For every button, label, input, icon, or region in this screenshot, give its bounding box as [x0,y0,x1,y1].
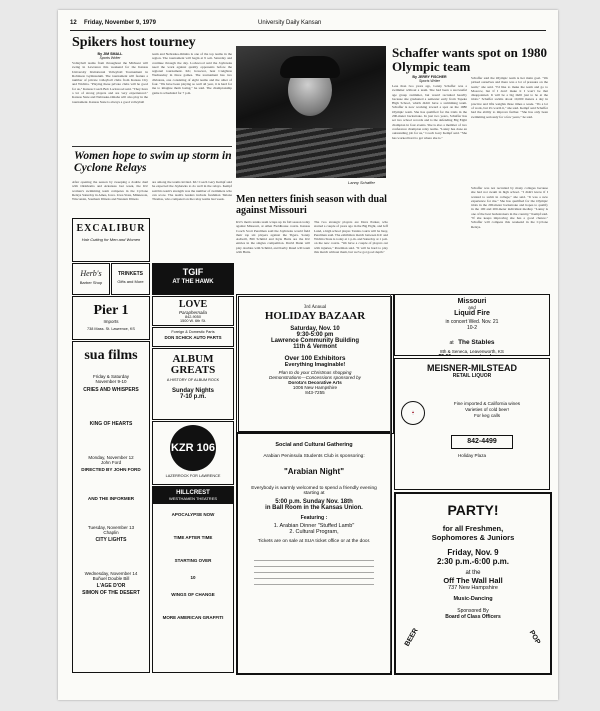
wine-glass-icon: 🍷 [401,401,425,425]
auto-parts-line1: Foreign & Domestic Parts [171,330,215,334]
bazaar-plan: Plan to do your Christmas shopping [278,370,352,375]
divider [72,146,232,147]
movie-5: WINGS OF CHANGE [171,592,215,597]
party-ad [394,492,552,675]
movie-6: MORE AMERICAN GRAFFITI [162,615,224,620]
party-sponsored: Sponsored By [457,608,489,614]
schaffer-col3: Schaffer was not recruited by many colleges because she had not swum in high school. "I didn't know if I wanted to swim in college," she said. "It was a new experience for me." She has qualified for the Olympic trials in the 200-meter backstroke and hopes to qualify in the 100 and 200-meter individual medley. "Lanny is one of the best backstrokers in the country," Kempf said. "If she keeps improving she has a good chance." Schaffer will compete this weekend in the Cyclone Relays. [471,186,548,229]
bazaar-phone: 843-7255 [305,390,325,395]
party-beer: BEER [403,627,420,648]
bazaar-title: 3rd Annual [303,305,327,310]
netters-col1: KU's men's tennis team wraps up its fall season today against Missouri, at Allen Fieldhouse courts. Kansas Coach Scott Perelman said the Jayhawks would field their top six players against the Tigers. Sonny Ashwill, Bill Schmid and Kyle Butts are the KU entries in the singles competition. David Dunn will play doubles with Schmid, and Kerby Ruud will team with Butts. [236,220,310,255]
missouri-line2: and [468,305,476,310]
sua-film1: CRIES AND WHISPERS [83,387,139,393]
arabian-featuring: Featuring : [300,515,328,521]
spikers-headline: Spikers host tourney [72,35,196,50]
trinkets-name: TRINKETS [118,271,143,277]
sua-films-name: sua films [84,348,138,363]
tgif-line2: AT THE HAWK [172,279,214,285]
tgif-line1: TGIF [182,267,204,277]
spikers-byline: By JIM SMALL [97,52,123,56]
bazaar-street: 11th & Vermont [293,344,337,350]
party-title: PARTY! [447,502,499,518]
movie-4: 10 [190,575,196,580]
arabian-tickets: Tickets are on sale at SUA ticket office or at the door. [257,539,371,544]
party-music: Music-Dancing [453,596,493,602]
movie-3: STARTING OVER [174,558,212,563]
missouri-concert-ad [394,294,550,356]
meisner-phone: 842-4499 [467,438,497,445]
party-line2: Sophomores & Juniors [431,533,515,542]
bazaar-exhibitors: Over 100 Exhibitors [284,355,346,362]
auto-parts-line2: DON SCHICK AUTO PARTS [164,335,222,340]
album-greats-ad [152,348,234,420]
missouri-at: at [449,340,454,346]
theatres-sub: WESTHAMEN THEATRES [168,496,218,501]
arabian-title: Social and Cultural Gathering [275,442,353,448]
trinkets-sub: Gifts and More [117,279,144,284]
herbs-sub: Barber Shop [79,280,103,285]
party-at: at the [465,570,481,576]
swimmer-photo [236,46,386,178]
meisner-line1: Fine imported & California wines [453,401,521,406]
schaffer-headline: Schaffer wants spot on 1980 Olympic team [392,45,548,74]
bazaar-sponsor: Dorota's Decorative Arts [288,380,342,385]
spikers-col2: team and Nebraska-Omaha is one of the top teams in the region. The tournament will begin at 9 a.m. Saturday and continue through the day. Lockwood said the Jayhawks need the work against quality opponents before the regional tournament. KU, however, beat Creighton Wednesday in three games. The tournament has two divisions, one consisting of eight teams and the other of four. "We have been playing so well all year, it is hard for me to imagine them losing," he said. The championship game is scheduled for 7 p.m. [152,52,232,95]
spikers-col1: Volleyball teams from throughout the Midwest will swing in Lawrence this weekend for the Kansas University Invitational Volleyball Tournament in Robinson Gymnasium. The tournament will feature a number of private volleyball clubs from Kansas City and Wichita. "Playing these private clubs will be good for us," Kansas Coach Bob Lockwood said. "They have a lot of strong players and are very experienced." Kansas State and Nebraska-Omaha will also play in the tournament. Kansas State is always a good volleyball [72,61,148,104]
herbs-ad [72,263,110,295]
sua-film4: AND THE INFORMER [87,496,135,501]
kzr-sub: LAZERROCK FOR LAWRENCE [165,474,221,478]
excalibur-ad [72,218,150,262]
sua-day1-date: November 9-10 [95,379,127,384]
bazaar-demo: Demonstrations—Concessions sponsored by [269,375,361,380]
missouri-line3: Liquid Fire [454,310,490,317]
missouri-price [395,354,549,356]
schaffer-col1: Less than two years ago, Lanny Schaffer was a swimmer without a team. She had been a successful age group swimmer, but wasn't recruited heavily because she graduated a semester early from Topeka High School, which didn't have a swimming team. Schaffer is now working toward a spot on the 1980 Olympic team. She has qualified for the trials in the 200-meter backstroke. In just two years, Schaffer has set two school records and is the defending Big Eight champion in four events. She is also a member of two conference champion relay teams. "Lanny has done an outstanding job for us," Coach Gary Kempf said. "She has worked hard to get where she is." [392,84,467,140]
kzr-logo [170,425,216,471]
arabian-sub: Arabian Peninsula Students Club is sponsoring: [263,454,365,459]
sua-film3: DIRECTED BY JOHN FORD [81,467,141,472]
sua-day1: Friday & Saturday [92,374,129,379]
album-greats-name: ALBUM GREATS [170,353,216,376]
sua-day2-sub: John Ford [100,460,122,465]
bazaar-everything: Everything Imaginable! [284,362,346,368]
sua-day2: Monday, November 12 [88,455,134,460]
missouri-line1: Missouri [457,298,487,305]
newspaper-page [58,10,558,700]
party-venue: Off The Wall Hall [443,576,503,585]
love-ad [152,296,234,326]
sua-film2: KING OF HEARTS [89,421,133,427]
bazaar-address: 1006 New Hampshire [292,385,338,390]
tgif-ad [152,263,234,295]
sua-day4: Wednesday, November 14 [84,571,138,576]
meisner-milstead-ad [394,358,550,490]
photo-caption: Lanny Schaffer [348,180,375,185]
bazaar-time: 9:30-5:00 pm [296,332,334,338]
page-header [58,18,558,30]
party-date: Friday, Nov. 9 [447,548,499,557]
movie-2: TIME AFTER TIME [173,535,213,540]
arabian-time: 5:00 p.m. Sunday Nov. 18th [275,499,353,505]
spikers-role: Sports Writer [99,56,121,60]
relays-col2: are among the teams invited. KU Coach Gary Kempf said he expected the Jayhawks to do well in the relays. Kempf said his team's strength was the number of swimmers who can score. The team's leaders include freshman Tatiana Thomas, who competed on the relay teams last week. [152,180,232,202]
bazaar-name: HOLIDAY BAZAAR [264,310,366,322]
meisner-place: Holiday Plaza [457,453,487,458]
love-phone: 842-9050 [184,315,202,319]
meisner-line3: For keg calls [473,413,501,418]
missouri-address: 8th & Seneca, Leavenworth, KS [440,349,504,354]
love-sub: Paraphernalia [178,310,208,315]
kzr-name: KZR 106 [170,442,216,454]
pier1-name: Pier 1 [93,303,129,318]
meisner-name: MEISNER-MILSTEAD [427,363,517,373]
page-date: Friday, November 9, 1979 [84,20,156,26]
arabian-night-ad [236,432,392,675]
arabian-feature1: 1. Arabian Dinner "Stuffed Lamb" [273,523,355,529]
party-address: 737 New Hampshire [448,585,498,591]
missouri-time: 10-2 [466,325,477,331]
sua-day3-sub: Chaplin [103,530,119,535]
missouri-venue: The Stables [458,339,495,346]
netters-col2: The two strategic players are Dave Parker, who started a couple of years ago in the Big Eight, and Jeff Lund, a high school player. Tennis courts will be busy, Perelman said. The exhibition match between KU and Wichita State is today at 1 p.m. and Saturday at 1 p.m. on the new courts. "We have a couple of players out with injuries," Perelman said. "It will be hard to play this match without them, but we've got good depth." [314,220,388,255]
arabian-feature2: 2. Cultural Program, [289,529,339,535]
header-rule [70,30,546,31]
arabian-place: in Ball Room in the Kansas Union. [265,505,363,511]
love-name: LOVE [178,299,208,310]
herbs-name: Herb's [80,269,102,278]
relays-col1: After opening the season by sweeping a double dual with Oklahoma and Arkansas last week, the KU women's swimming team competes in the Cyclone Relays Saturday in Ames, Iowa. Iowa State, Minnesota, Wisconsin, Southern Illinois and Western Illinois [72,180,148,202]
sua-film7: SIMON OF THE DESERT [82,590,140,596]
excalibur-name: EXCALIBUR [76,223,146,234]
pier1-address: 738 Mass. St. Lawrence, KS [87,327,135,331]
arabian-invite: Everybody is warmly welcomed to spend a friendly evening starting at [251,486,377,496]
theatres-name: HILLCREST [176,490,210,496]
holiday-bazaar-ad [236,294,394,434]
pier1-sub: Imports [103,319,119,324]
sua-film6: L'AGE D'OR [96,583,126,589]
auto-parts-ad [152,327,234,347]
pier1-ad [72,296,150,340]
sua-films-ad [72,341,150,673]
album-hours2: 7-10 p.m. [179,394,206,400]
schaffer-col2: Schaffer said the Olympic team is her main goal. "We picked ourselves and there was a lot of pressure on the team," she said. "I'd like to make the team and go to Moscow, but if I don't make it I won't be that disappointed. It will be a big thrill just to be at the trials." Schaffer swims about 10,000 meters a day in practice and lifts weights three times a week. "It's a lot of work, but it's worth it," she said. Kempf said Schaffer had the ability to improve further. "She has only been swimming seriously for a few years," he said. [471,76,548,119]
party-board: Board of Class Officers [445,614,501,620]
trinkets-ad [111,263,150,295]
album-greats-sub: A HISTORY OF ALBUM ROCK [166,378,220,382]
excalibur-sub: Hair Cutting for Men and Women [81,237,141,242]
theatres-ad [152,486,234,673]
party-time: 2:30 p.m.-6:00 p.m. [436,557,510,566]
arabian-event: "Arabian Night" [283,467,345,476]
album-hours1: Sunday Nights [171,388,214,394]
movie-1: APOCALYPSE NOW [171,512,215,517]
sua-film5: CITY LIGHTS [95,537,127,543]
arabic-script-block [254,556,374,590]
sua-day4-sub: Buñuel Double Bill [92,576,130,581]
paper-name: University Daily Kansan [258,20,322,26]
party-pop: POP [527,629,542,646]
bazaar-place: Lawrence Community Building [270,338,359,344]
bazaar-date: Saturday, Nov. 10 [290,326,340,332]
meisner-sub: RETAIL LIQUOR [452,373,492,379]
schaffer-role: Sports Writer [419,79,440,83]
column-divider [390,294,391,671]
sua-day3: Tuesday, November 13 [87,525,135,530]
meisner-line2: Varieties of cold beer! [464,407,510,412]
kzr-106-ad [152,421,234,485]
meisner-phone-box [451,435,513,449]
party-line1: for all Freshmen, [442,524,504,533]
netters-headline: Men netters finish season with dual against Missouri [236,194,387,216]
pool-water [236,128,386,178]
schaffer-byline: By JERRY FISCHER [412,75,447,79]
relays-headline: Women hope to swim up storm in Cyclone Relays [74,150,232,175]
love-address: 1500 W. 6th St. [180,319,206,323]
missouri-concert: in concert Wed. Nov. 21 [445,319,499,325]
swim-cap [280,56,340,78]
page-number: 12 [70,20,77,26]
